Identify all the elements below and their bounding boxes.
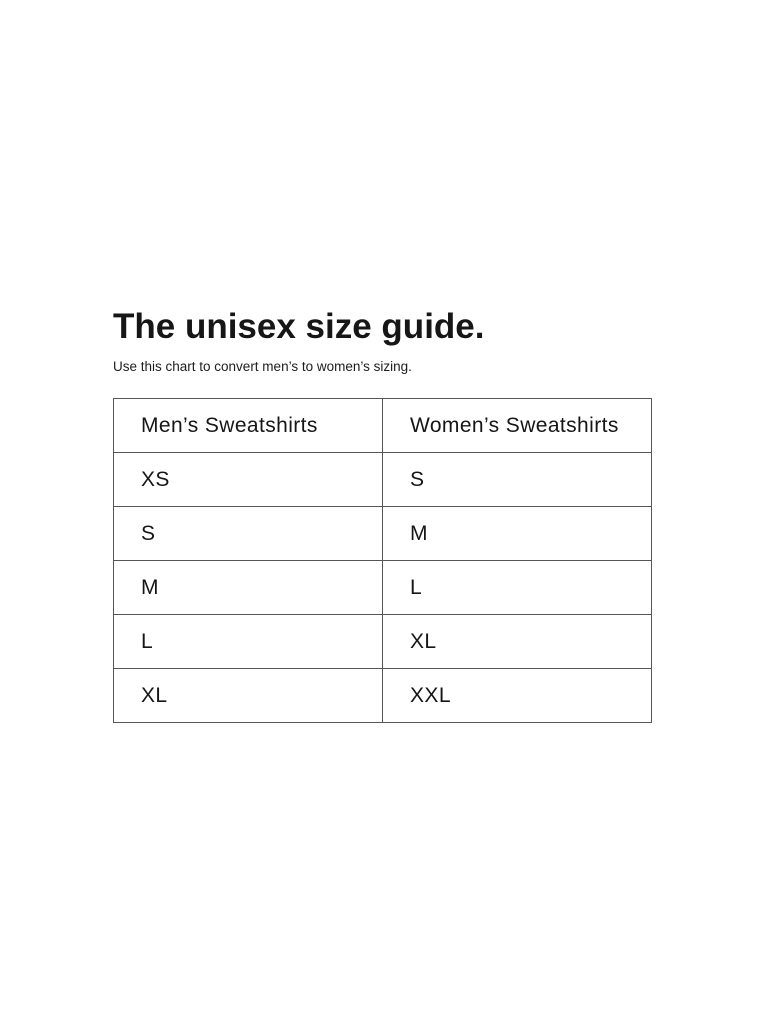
cell-mens-size: XL <box>114 669 383 723</box>
cell-womens-size: S <box>383 453 652 507</box>
table-header-row <box>114 399 652 453</box>
cell-mens-size: S <box>114 507 383 561</box>
table-row <box>114 615 652 669</box>
cell-womens-size: M <box>383 507 652 561</box>
column-header-womens-sweatshirts: Women’s Sweatshirts <box>383 399 652 453</box>
size-guide-section <box>113 309 652 723</box>
table-row <box>114 507 652 561</box>
cell-womens-size: L <box>383 561 652 615</box>
page-subtitle: Use this chart to convert men’s to women’s sizing. <box>113 359 412 374</box>
cell-womens-size: XXL <box>383 669 652 723</box>
cell-womens-size: XL <box>383 615 652 669</box>
size-conversion-table <box>113 398 652 723</box>
cell-mens-size: XS <box>114 453 383 507</box>
page-title: The unisex size guide. <box>113 307 485 346</box>
table-row <box>114 669 652 723</box>
cell-mens-size: L <box>114 615 383 669</box>
table-row <box>114 561 652 615</box>
column-header-mens-sweatshirts: Men’s Sweatshirts <box>114 399 383 453</box>
table-row <box>114 453 652 507</box>
cell-mens-size: M <box>114 561 383 615</box>
